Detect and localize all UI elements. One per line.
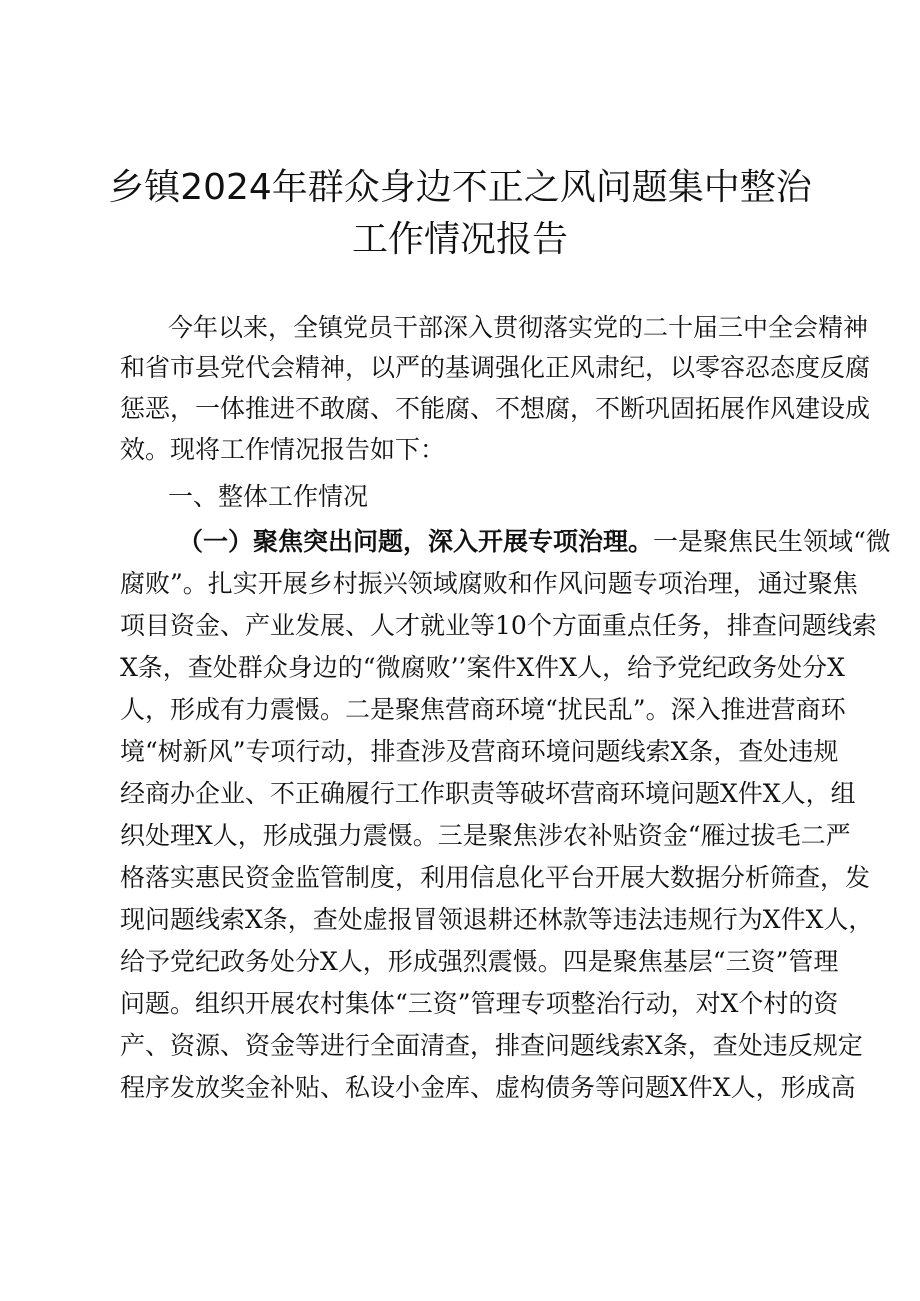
intro-line-1: 今年以来，全镇党员干部深入贯彻落实党的二十届三中全会精神 <box>168 313 869 342</box>
body-line-1: 腐败”。扎实开展乡村振兴领域腐败和作风问题专项治理，通过聚焦 <box>120 569 858 598</box>
body-line-2: 项目资金、产业发展、人才就业等10个方面重点任务，排查问题线索 <box>120 611 877 640</box>
intro-line-2: 和省市县党代会精神，以严的基调强化正风肃纪，以零容忍态度反腐 <box>120 353 871 382</box>
body-line-13: 程序发放奖金补贴、私设小金库、虚构债务等问题X件X人，形成高 <box>120 1073 856 1102</box>
body-line-9: 现问题线索X条，查处虚报冒领退耕还林款等违法违规行为X件X人， <box>120 905 874 934</box>
section-heading: 一、整体工作情况 <box>168 482 369 511</box>
body-line-5: 境“树新风”专项行动，排查涉及营商环境问题线索X条，查处违规 <box>120 737 839 766</box>
subsection-first-line-rest: 一是聚焦民生领域“微 <box>653 527 891 556</box>
body-line-11: 问题。组织开展农村集体“三资”管理专项整治行动，对X个村的资 <box>120 989 839 1018</box>
document-title-line-1: 乡镇2024年群众身边不正之风问题集中整治 <box>108 167 812 208</box>
body-line-7: 织处理X人，形成强力震慑。三是聚焦涉农补贴资金“雁过拔毛二严 <box>120 821 851 850</box>
body-line-12: 产、资源、资金等进行全面清查，排查问题线索X条，查处违反规定 <box>120 1031 863 1060</box>
subsection-first-line <box>178 522 891 562</box>
body-line-8: 格落实惠民资金监管制度，利用信息化平台开展大数据分析筛查，发 <box>120 863 871 892</box>
body-line-3: X条，查处群众身边的“微腐败’’案件X件X人，给予党纪政务处分X <box>120 653 845 682</box>
subsection-heading-bold: （一）聚焦突出问题，深入开展专项治理。 <box>178 527 654 556</box>
body-line-6: 经商办企业、不正确履行工作职责等破坏营商环境问题X件X人，组 <box>120 779 856 808</box>
intro-line-3: 惩恶，一体推进不敢腐、不能腐、不想腐，不断巩固拓展作风建设成 <box>120 394 871 423</box>
body-line-10: 给予党纪政务处分X人，形成强烈震慑。四是聚焦基层“三资”管理 <box>120 947 839 976</box>
body-line-4: 人，形成有力震慑。二是聚焦营商环境“扰民乱”。深入推进营商环 <box>120 695 846 724</box>
document-title-line-2: 工作情况报告 <box>351 219 568 260</box>
intro-line-4: 效。现将工作情况报告如下： <box>120 435 446 464</box>
